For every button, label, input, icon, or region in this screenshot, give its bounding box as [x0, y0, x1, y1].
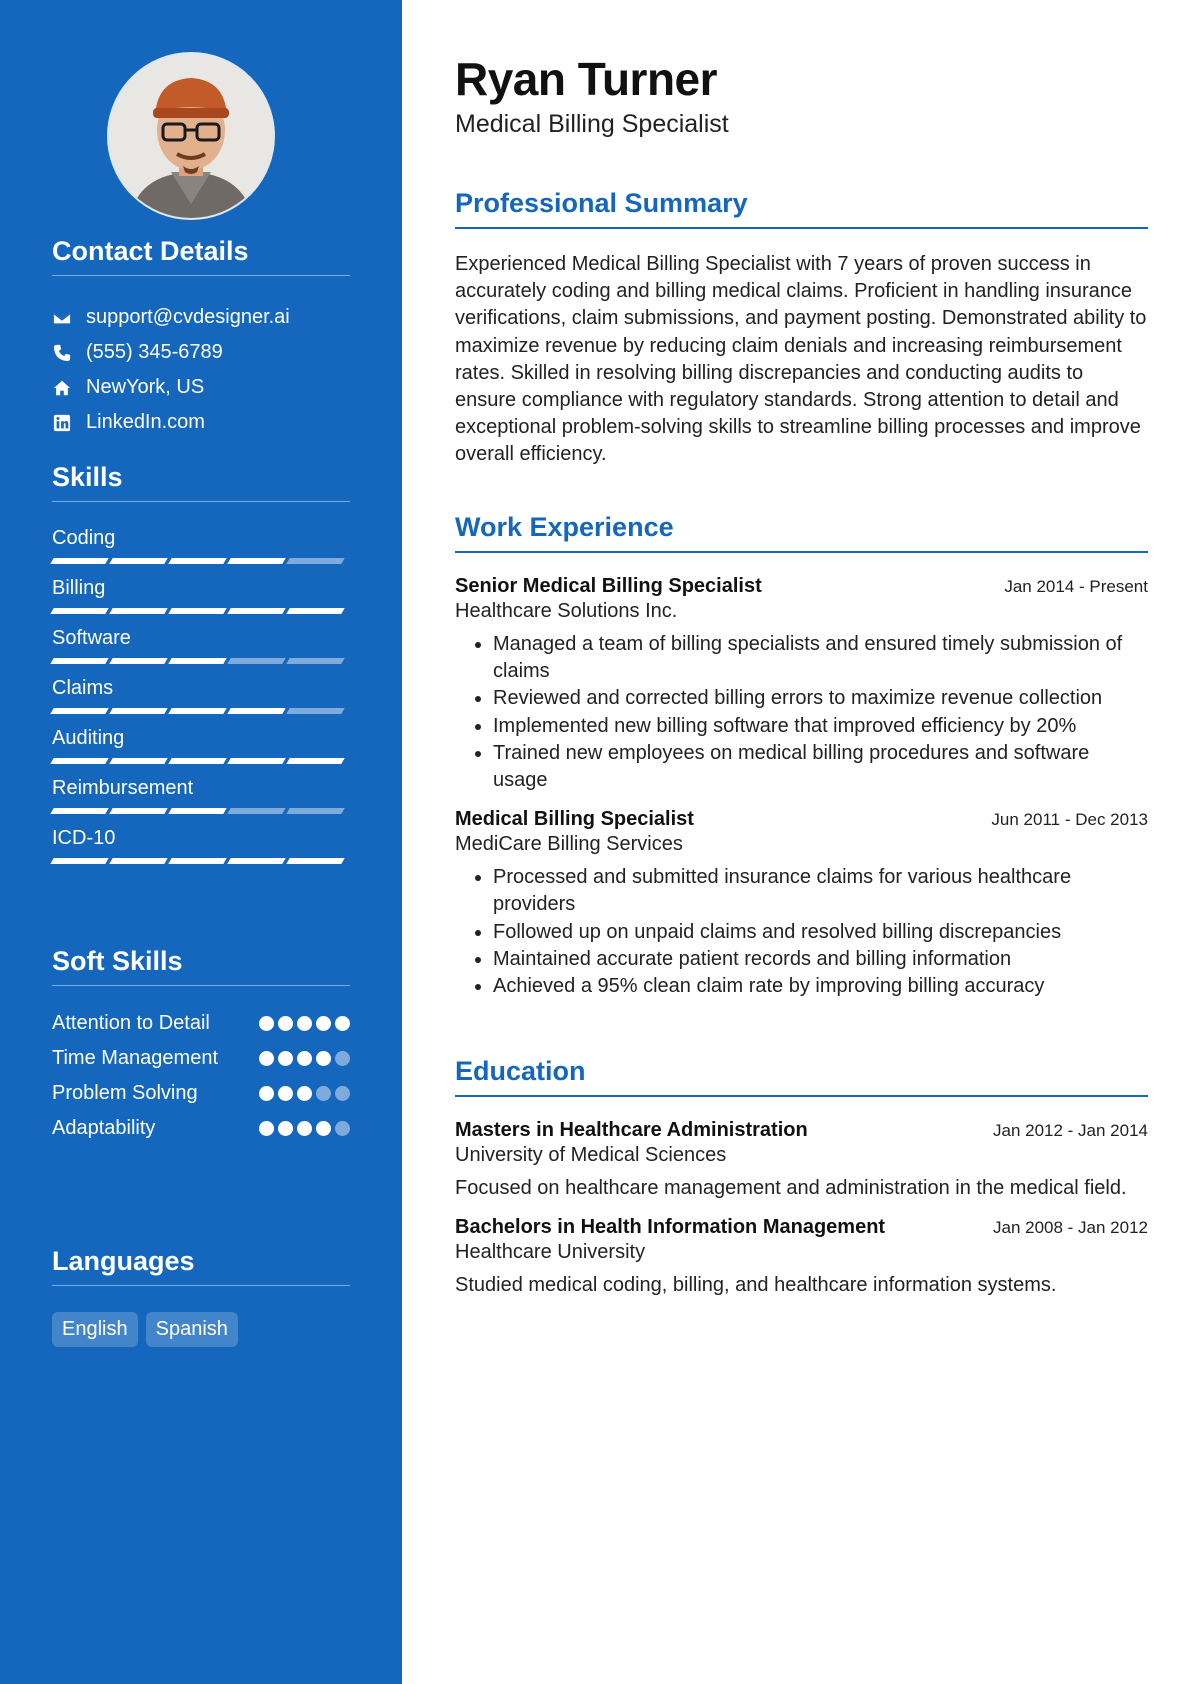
soft-skills-list — [52, 1010, 350, 1142]
job-title: Senior Medical Billing Specialist — [455, 575, 762, 597]
skill-segment-empty — [227, 658, 285, 664]
skill-name: Billing — [52, 577, 106, 599]
education-school: Healthcare University — [455, 1241, 646, 1264]
skill-level-bar — [52, 858, 350, 864]
education-header — [455, 1119, 1148, 1142]
languages-heading: Languages — [52, 1246, 350, 1286]
skill-segment-filled — [50, 808, 108, 814]
soft-skill-rating — [259, 1016, 350, 1031]
job-bullet: • Managed a team of billing specialists and ensured timely submission of claims — [493, 631, 1148, 685]
soft-skill-name: Problem Solving — [52, 1082, 198, 1104]
summary-text: Experienced Medical Billing Specialist with 7 years of proven success in accurately coding and billing medical claims. Proficient in handling insurance verifications, claim submissions, and payment posting. Demonstrated ability to maximize revenue by reducing claim denials and increasing reimbursement rates. Skilled in resolving billing discrepancies and conducting audits to ensure compliance with regulatory standards. Strong attention to detail and exceptional problem-solving skills to streamline billing processes and improve overall efficiency. — [455, 253, 1147, 466]
skill-segment-filled — [50, 758, 108, 764]
experience-heading: Work Experience — [455, 512, 1148, 553]
language-badge: Spanish — [146, 1312, 238, 1347]
contact-linkedin[interactable] — [52, 405, 350, 440]
job-date: Jan 2014 - Present — [1004, 577, 1148, 596]
job-bullets — [455, 631, 1148, 794]
skill-segment-filled — [109, 558, 167, 564]
envelope-icon — [52, 308, 72, 328]
language-badge: English — [52, 1312, 138, 1347]
skill-segment-filled — [109, 658, 167, 664]
job-company: MediCare Billing Services — [455, 833, 683, 856]
languages-section — [52, 1246, 350, 1347]
soft-skills-heading: Soft Skills — [52, 946, 350, 986]
soft-skills-section — [52, 946, 350, 1150]
contact-phone-text: (555) 345-6789 — [86, 341, 223, 363]
skill-segment-filled — [50, 858, 108, 864]
soft-skill-item — [52, 1115, 350, 1142]
skill-name: Reimbursement — [52, 777, 194, 799]
skill-name: Auditing — [52, 727, 125, 749]
rating-dot-filled — [297, 1121, 312, 1136]
rating-dot-filled — [278, 1016, 293, 1031]
skill-segment-filled — [168, 558, 226, 564]
contact-list — [52, 300, 350, 440]
job-bullet: • Achieved a 95% clean claim rate by improving billing accuracy — [493, 973, 1148, 1000]
job-bullet: • Followed up on unpaid claims and resolved billing discrepancies — [493, 919, 1148, 946]
skill-segment-filled — [286, 758, 344, 764]
skill-segment-filled — [109, 708, 167, 714]
skill-item — [52, 576, 350, 626]
soft-skill-item — [52, 1010, 350, 1037]
skill-segment-filled — [168, 808, 226, 814]
skill-segment-filled — [168, 608, 226, 614]
contact-email[interactable] — [52, 300, 350, 335]
skill-level-bar — [52, 558, 350, 564]
soft-skill-name: Attention to Detail — [52, 1012, 210, 1034]
education-description: Focused on healthcare management and administration in the medical field. — [455, 1177, 1127, 1199]
skill-segment-empty — [286, 558, 344, 564]
skill-level-bar — [52, 808, 350, 814]
education-description: Studied medical coding, billing, and healthcare information systems. — [455, 1274, 1057, 1297]
rating-dot-filled — [297, 1086, 312, 1101]
skill-segment-filled — [168, 858, 226, 864]
summary-section — [455, 188, 1148, 469]
job-bullet: • Reviewed and corrected billing errors to maximize revenue collection — [493, 685, 1148, 712]
rating-dot-filled — [259, 1086, 274, 1101]
skill-name: ICD-10 — [52, 827, 116, 849]
skill-segment-filled — [50, 708, 108, 714]
skill-segment-empty — [286, 808, 344, 814]
skill-segment-filled — [227, 608, 285, 614]
contact-location-text: NewYork, US — [86, 376, 205, 398]
job-header — [455, 575, 1148, 598]
skill-segment-filled — [109, 608, 167, 614]
rating-dot-filled — [259, 1051, 274, 1066]
skill-segment-filled — [109, 758, 167, 764]
contact-heading: Contact Details — [52, 236, 350, 276]
job-title: Medical Billing Specialist — [455, 808, 694, 831]
rating-dot-filled — [335, 1016, 350, 1031]
skill-item — [52, 776, 350, 826]
rating-dot-filled — [297, 1051, 312, 1066]
contact-email-text: support@cvdesigner.ai — [86, 306, 290, 328]
sidebar — [0, 0, 402, 1684]
job-bullets — [455, 864, 1148, 1000]
rating-dot-filled — [278, 1086, 293, 1101]
job-date: Jun 2011 - Dec 2013 — [991, 810, 1148, 830]
candidate-role: Medical Billing Specialist — [455, 110, 729, 138]
rating-dot-empty — [335, 1086, 350, 1101]
rating-dot-filled — [316, 1016, 331, 1031]
home-icon — [52, 378, 72, 398]
soft-skill-item — [52, 1080, 350, 1107]
rating-dot-empty — [316, 1086, 331, 1101]
education-section — [455, 1056, 1148, 1299]
skill-name: Claims — [52, 677, 114, 699]
job-bullet: • Processed and submitted insurance claims for various healthcare providers — [493, 864, 1148, 918]
skill-segment-filled — [50, 558, 108, 564]
rating-dot-filled — [316, 1121, 331, 1136]
skill-segment-filled — [227, 708, 285, 714]
soft-skill-name: Adaptability — [52, 1117, 156, 1139]
skill-segment-filled — [286, 858, 344, 864]
education-entry — [455, 1119, 1148, 1202]
skill-name: Coding — [52, 527, 116, 549]
skills-section — [52, 462, 350, 876]
job-list — [455, 575, 1148, 1000]
education-school: University of Medical Sciences — [455, 1144, 727, 1166]
skill-segment-filled — [168, 708, 226, 714]
skill-segment-empty — [227, 808, 285, 814]
education-degree: Bachelors in Health Information Management — [455, 1216, 886, 1239]
contact-section — [52, 236, 350, 440]
job-entry — [455, 575, 1148, 794]
soft-skill-item — [52, 1045, 350, 1072]
job-company: Healthcare Solutions Inc. — [455, 600, 678, 622]
job-header — [455, 808, 1148, 831]
skill-segment-filled — [50, 658, 108, 664]
skill-level-bar — [52, 608, 350, 614]
rating-dot-filled — [278, 1121, 293, 1136]
education-heading: Education — [455, 1056, 1148, 1097]
skill-segment-filled — [168, 758, 226, 764]
rating-dot-filled — [259, 1016, 274, 1031]
skill-segment-filled — [50, 608, 108, 614]
skill-segment-filled — [227, 858, 285, 864]
profile-photo-image — [109, 54, 273, 218]
education-entry — [455, 1216, 1148, 1299]
skill-segment-filled — [286, 608, 344, 614]
soft-skill-rating — [259, 1121, 350, 1136]
skill-level-bar — [52, 758, 350, 764]
contact-location — [52, 370, 350, 405]
job-entry — [455, 808, 1148, 1000]
rating-dot-empty — [335, 1051, 350, 1066]
soft-skill-name: Time Management — [52, 1047, 218, 1069]
skill-segment-filled — [227, 558, 285, 564]
skills-heading: Skills — [52, 462, 350, 502]
skill-item — [52, 626, 350, 676]
skill-segment-filled — [227, 758, 285, 764]
skill-segment-filled — [168, 658, 226, 664]
summary-heading: Professional Summary — [455, 188, 1148, 229]
skill-list — [52, 526, 350, 876]
soft-skill-rating — [259, 1051, 350, 1066]
education-date: Jan 2008 - Jan 2012 — [992, 1218, 1148, 1238]
skill-segment-filled — [109, 858, 167, 864]
phone-icon — [52, 343, 72, 363]
skill-item — [52, 676, 350, 726]
skill-item — [52, 526, 350, 576]
contact-phone[interactable] — [52, 335, 350, 370]
skill-level-bar — [52, 708, 350, 714]
skill-segment-filled — [109, 808, 167, 814]
skill-name: Software — [52, 627, 131, 649]
rating-dot-filled — [278, 1051, 293, 1066]
skill-segment-empty — [286, 658, 344, 664]
candidate-name: Ryan Turner — [455, 53, 718, 105]
rating-dot-empty — [335, 1121, 350, 1136]
skill-item — [52, 826, 350, 876]
education-degree: Masters in Healthcare Administration — [455, 1119, 808, 1141]
rating-dot-filled — [297, 1016, 312, 1031]
skill-level-bar — [52, 658, 350, 664]
skill-segment-empty — [286, 708, 344, 714]
education-header — [455, 1216, 1148, 1239]
soft-skill-rating — [259, 1086, 350, 1101]
skill-item — [52, 726, 350, 776]
job-bullet: • Implemented new billing software that improved efficiency by 20% — [493, 713, 1148, 740]
experience-section — [455, 512, 1148, 1000]
job-bullet: • Maintained accurate patient records and billing information — [493, 946, 1148, 973]
linkedin-icon — [52, 413, 72, 433]
profile-photo — [107, 52, 275, 220]
rating-dot-filled — [316, 1051, 331, 1066]
contact-linkedin-text: LinkedIn.com — [86, 411, 205, 433]
rating-dot-filled — [259, 1121, 274, 1136]
education-list — [455, 1119, 1148, 1299]
education-date: Jan 2012 - Jan 2014 — [992, 1121, 1148, 1140]
language-list — [52, 1312, 350, 1347]
job-bullet: • Trained new employees on medical billing procedures and software usage — [493, 740, 1148, 794]
